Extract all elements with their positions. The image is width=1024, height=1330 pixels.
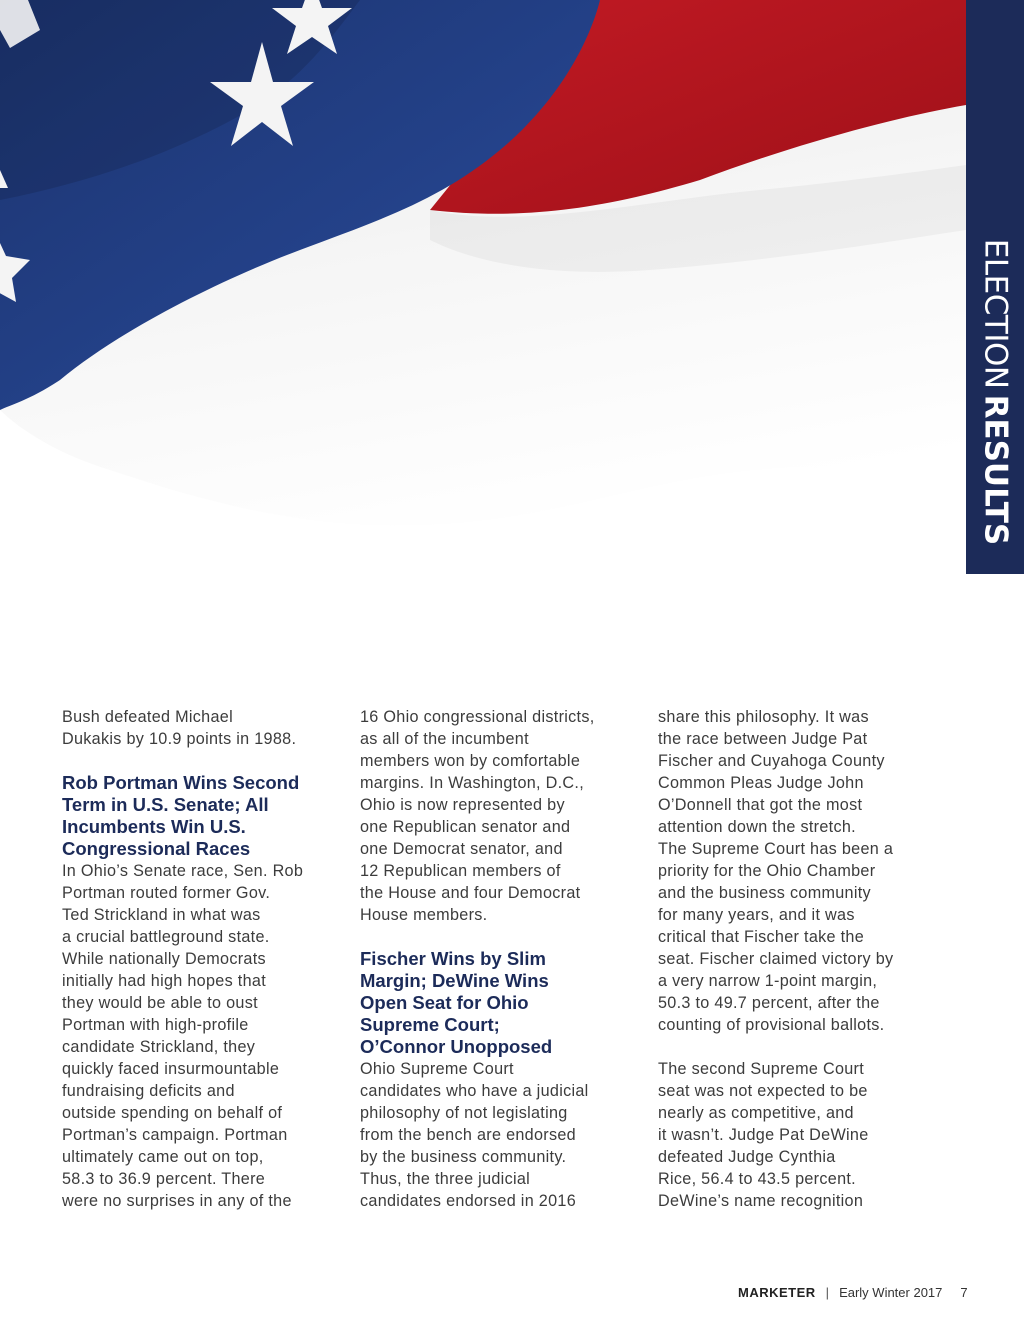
text-line: by the business community.	[360, 1148, 567, 1166]
text-line: share this philosophy. It was	[658, 708, 869, 726]
section-heading: Supreme Court;	[360, 1014, 500, 1035]
article-column-2	[360, 706, 632, 1212]
text-line: candidate Strickland, they	[62, 1038, 256, 1056]
section-title-light: ELECTION	[977, 238, 1014, 389]
text-line: 16 Ohio congressional districts,	[360, 708, 595, 726]
text-line: a very narrow 1-point margin,	[658, 972, 878, 990]
text-line: The second Supreme Court	[658, 1060, 865, 1078]
text-line: attention down the stretch.	[658, 818, 856, 836]
text-line: O’Donnell that got the most	[658, 796, 863, 814]
text-line: outside spending on behalf of	[62, 1104, 283, 1122]
text-line: from the bench are endorsed	[360, 1126, 576, 1144]
section-heading: O’Connor Unopposed	[360, 1036, 553, 1057]
text-line: Ohio is now represented by	[360, 796, 565, 814]
text-line: DeWine’s name recognition	[658, 1192, 864, 1210]
text-line: Fischer and Cuyahoga County	[658, 752, 885, 770]
text-line: Dukakis by 10.9 points in 1988.	[62, 730, 297, 748]
page-number: 7	[960, 1285, 968, 1300]
section-title	[977, 238, 1014, 546]
text-line: Ted Strickland in what was	[62, 906, 261, 924]
text-line: nearly as competitive, and	[658, 1104, 854, 1122]
section-heading: Rob Portman Wins Second	[62, 772, 300, 793]
section-heading: Incumbents Win U.S.	[62, 816, 246, 837]
text-line: a crucial battleground state.	[62, 928, 270, 946]
section-heading: Congressional Races	[62, 838, 251, 859]
text-line: seat. Fischer claimed victory by	[658, 950, 894, 968]
page-footer	[738, 1283, 998, 1303]
section-heading: Open Seat for Ohio	[360, 992, 529, 1013]
text-line: Portman routed former Gov.	[62, 884, 271, 902]
magazine-logo: MARKETER	[738, 1285, 816, 1300]
american-flag-image	[0, 0, 966, 600]
text-line: Thus, the three judicial	[360, 1170, 531, 1188]
text-line: seat was not expected to be	[658, 1082, 868, 1100]
text-line: House members.	[360, 906, 488, 924]
text-line: were no surprises in any of the	[62, 1192, 292, 1210]
text-line: Portman’s campaign. Portman	[62, 1126, 288, 1144]
text-line: In Ohio’s Senate race, Sen. Rob	[62, 862, 304, 880]
text-line: it wasn’t. Judge Pat DeWine	[658, 1126, 869, 1144]
section-heading: Fischer Wins by Slim	[360, 948, 546, 969]
article-column-1	[62, 706, 334, 1212]
section-heading: Term in U.S. Senate; All	[62, 794, 269, 815]
issue-label: Early Winter 2017	[839, 1285, 943, 1300]
text-line: priority for the Ohio Chamber	[658, 862, 876, 880]
text-line: margins. In Washington, D.C.,	[360, 774, 585, 792]
text-line: for many years, and it was	[658, 906, 855, 924]
text-line: 12 Republican members of	[360, 862, 561, 880]
text-line: Rice, 56.4 to 43.5 percent.	[658, 1170, 856, 1188]
text-line: Bush defeated Michael	[62, 708, 233, 726]
text-line: and the business community	[658, 884, 871, 902]
text-line: candidates who have a judicial	[360, 1082, 589, 1100]
text-line: Common Pleas Judge John	[658, 774, 864, 792]
text-line: defeated Judge Cynthia	[658, 1148, 836, 1166]
footer-separator: |	[825, 1285, 830, 1300]
text-line: 58.3 to 36.9 percent. There	[62, 1170, 266, 1188]
text-line: one Republican senator and	[360, 818, 571, 836]
text-line: Portman with high-profile	[62, 1016, 249, 1034]
text-line: the race between Judge Pat	[658, 730, 868, 748]
text-line: they would be able to oust	[62, 994, 258, 1012]
text-line: candidates endorsed in 2016	[360, 1192, 576, 1210]
text-line: The Supreme Court has been a	[658, 840, 894, 858]
text-line: Ohio Supreme Court	[360, 1060, 514, 1078]
text-line: critical that Fischer take the	[658, 928, 865, 946]
text-line: quickly faced insurmountable	[62, 1060, 280, 1078]
text-line: members won by comfortable	[360, 752, 581, 770]
section-title-bold: RESULTS	[977, 394, 1014, 546]
text-line: one Democrat senator, and	[360, 840, 563, 858]
article-column-3	[658, 706, 930, 1212]
text-line: fundraising deficits and	[62, 1082, 235, 1100]
text-line: philosophy of not legislating	[360, 1104, 568, 1122]
section-heading: Margin; DeWine Wins	[360, 970, 549, 991]
text-line: initially had high hopes that	[62, 972, 266, 990]
text-line: While nationally Democrats	[62, 950, 266, 968]
text-line: counting of provisional ballots.	[658, 1016, 885, 1034]
text-line: 50.3 to 49.7 percent, after the	[658, 994, 880, 1012]
text-line: ultimately came out on top,	[62, 1148, 264, 1166]
text-line: as all of the incumbent	[360, 730, 529, 748]
text-line: the House and four Democrat	[360, 884, 581, 902]
